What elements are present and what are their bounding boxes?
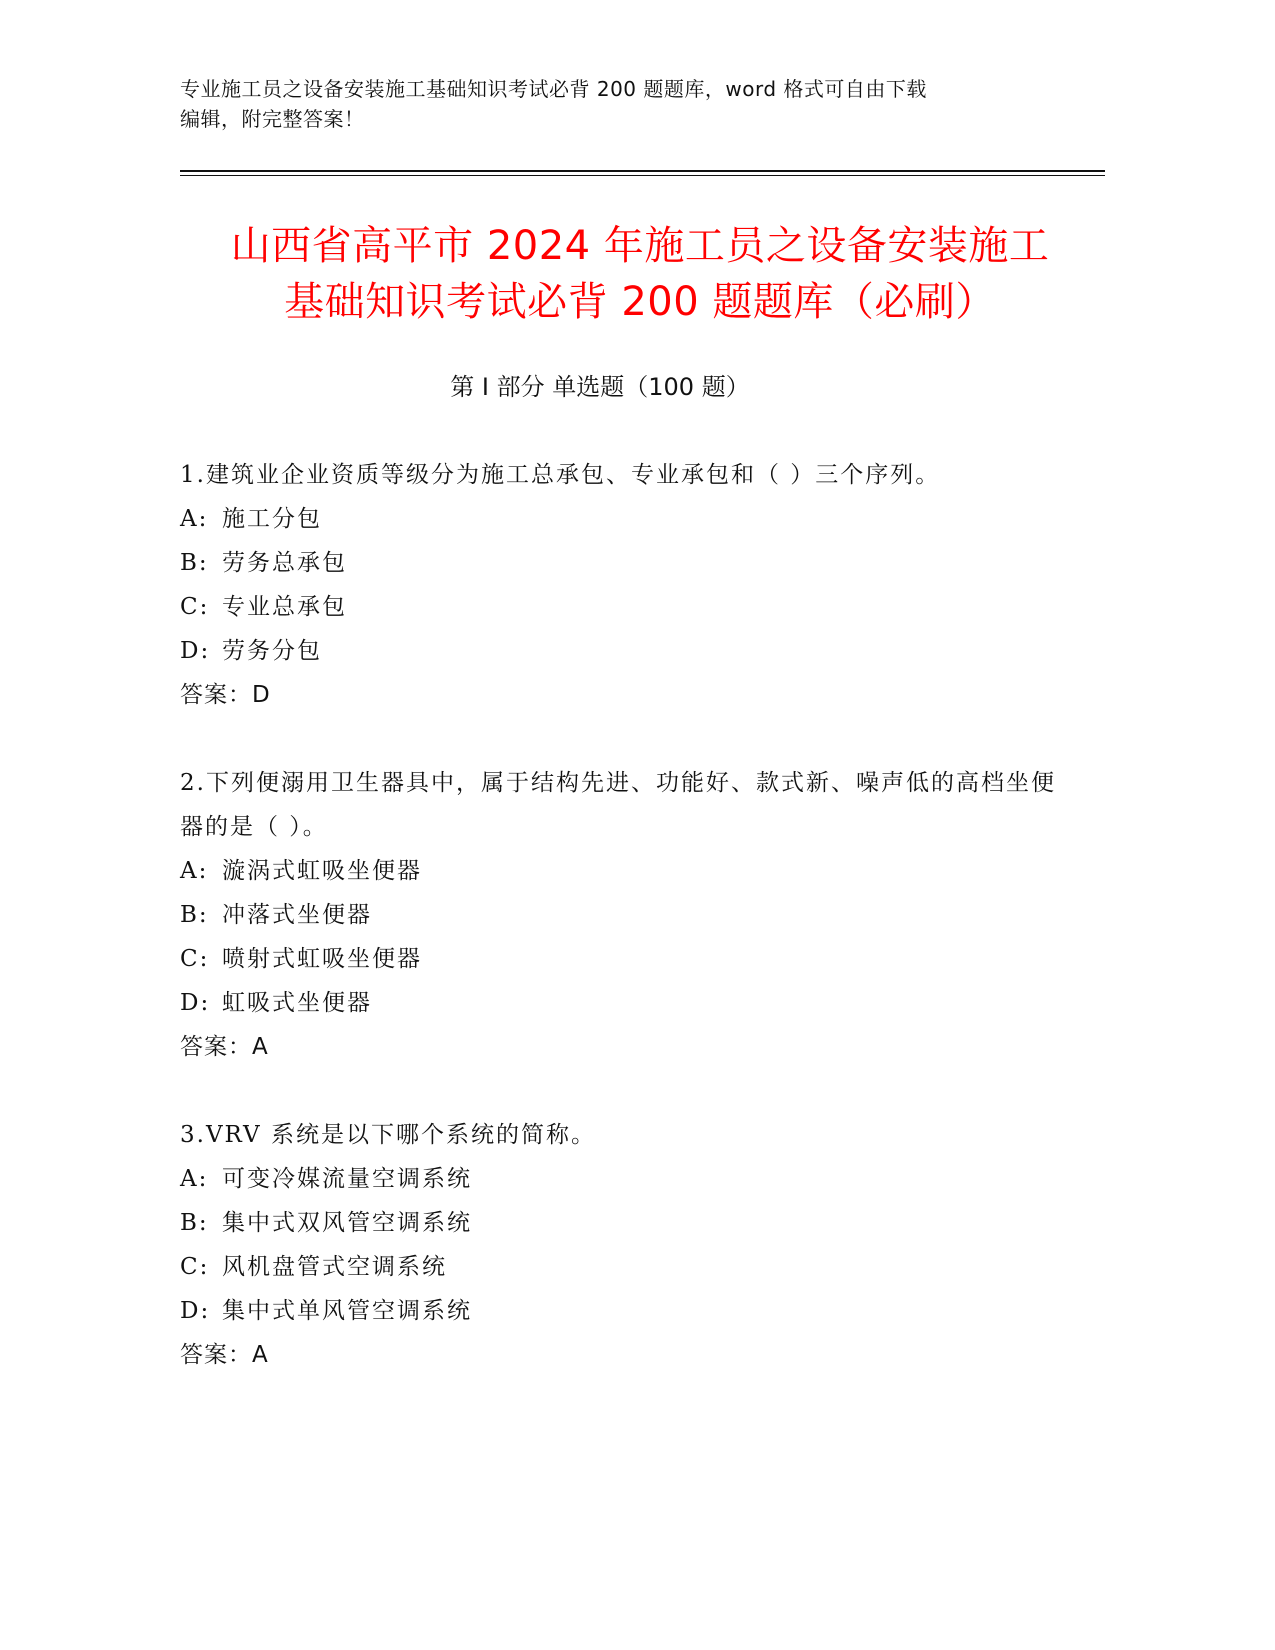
answer: 答案：A: [180, 1034, 269, 1060]
document-title-line2: 基础知识考试必背 200 题题库（必刷）: [284, 279, 996, 325]
option-c: [180, 937, 1060, 981]
option-letter: D:: [180, 990, 211, 1016]
option-letter: D:: [180, 1298, 211, 1324]
question-stem: 3.VRV 系统是以下哪个系统的简称。: [180, 1122, 596, 1148]
option-text: 风机盘管式空调系统: [222, 1254, 447, 1280]
section-title: 第 I 部分 单选题（100 题）: [450, 373, 750, 401]
document-title-line1: 山西省高平市 2024 年施工员之设备安装施工: [230, 223, 1050, 269]
option-text: 集中式双风管空调系统: [222, 1210, 472, 1236]
option-text: 可变冷媒流量空调系统: [222, 1166, 472, 1192]
answer: 答案：A: [180, 1342, 269, 1368]
option-text: 冲落式坐便器: [222, 902, 372, 928]
option-text: 劳务分包: [222, 638, 322, 664]
question-2: [180, 761, 1060, 1069]
option-letter: B:: [180, 902, 209, 928]
header-note-line1: 专业施工员之设备安装施工基础知识考试必背 200 题题库，word 格式可自由下载: [180, 77, 927, 101]
option-text: 虹吸式坐便器: [222, 990, 372, 1016]
option-b: [180, 541, 1060, 585]
option-letter: B:: [180, 550, 209, 576]
option-letter: B:: [180, 1210, 209, 1236]
option-b: [180, 893, 1060, 937]
option-a: [180, 497, 1060, 541]
option-letter: A:: [180, 506, 209, 532]
question-list: [180, 453, 1060, 1421]
question-stem: 1.建筑业企业资质等级分为施工总承包、专业承包和（ ）三个序列。: [180, 462, 941, 488]
option-a: [180, 849, 1060, 893]
option-b: [180, 1201, 1060, 1245]
option-d: [180, 981, 1060, 1025]
option-letter: C:: [180, 946, 210, 972]
option-d: [180, 629, 1060, 673]
option-text: 喷射式虹吸坐便器: [222, 946, 422, 972]
option-text: 集中式单风管空调系统: [222, 1298, 472, 1324]
header-note: [180, 74, 1060, 134]
document-title: [140, 218, 1140, 330]
option-text: 专业总承包: [222, 594, 347, 620]
option-a: [180, 1157, 1060, 1201]
option-text: 劳务总承包: [222, 550, 347, 576]
option-letter: C:: [180, 1254, 210, 1280]
option-letter: C:: [180, 594, 210, 620]
question-stem: 2.下列便溺用卫生器具中，属于结构先进、功能好、款式新、噪声低的高档坐便器的是（ ）。: [180, 770, 1056, 840]
option-text: 漩涡式虹吸坐便器: [222, 858, 422, 884]
question-1: [180, 453, 1060, 717]
option-c: [180, 1245, 1060, 1289]
header-divider-thin: [180, 175, 1105, 176]
header-divider-thick: [180, 170, 1105, 172]
option-letter: D:: [180, 638, 211, 664]
option-c: [180, 585, 1060, 629]
option-text: 施工分包: [222, 506, 322, 532]
answer: 答案：D: [180, 682, 271, 708]
question-3: [180, 1113, 1060, 1377]
option-letter: A:: [180, 1166, 209, 1192]
option-letter: A:: [180, 858, 209, 884]
option-d: [180, 1289, 1060, 1333]
header-note-line2: 编辑，附完整答案！: [180, 107, 365, 131]
